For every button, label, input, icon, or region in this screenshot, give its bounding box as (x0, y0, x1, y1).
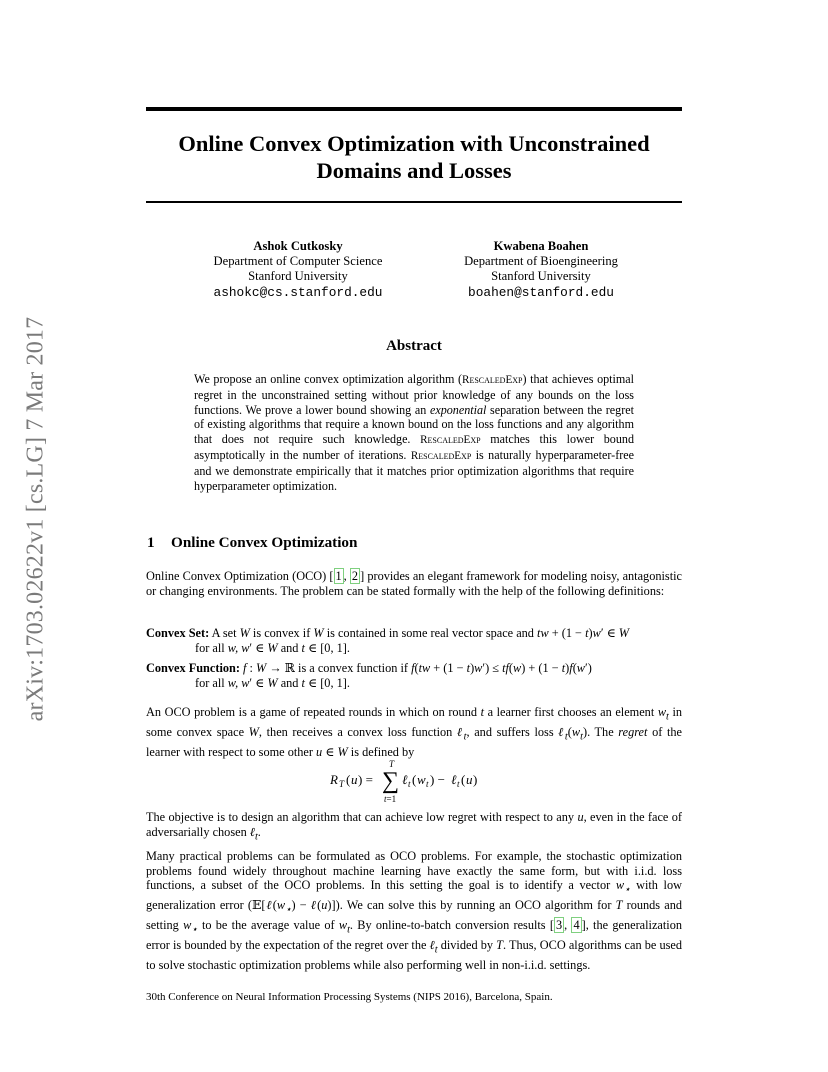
svg-text:u: u (466, 772, 473, 787)
svg-text:t: t (426, 779, 429, 789)
author-name: Kwabena Boahen (493, 239, 589, 253)
definition-label: Convex Set: (146, 626, 210, 640)
svg-text:(: ( (461, 772, 466, 787)
algo-name: RescaledExp (420, 434, 481, 447)
svg-text:ℓ: ℓ (402, 772, 408, 787)
svg-text:R: R (330, 772, 338, 787)
svg-text:): ) (473, 772, 478, 787)
arxiv-sidebar (0, 0, 60, 1072)
citation-link[interactable]: 4 (573, 918, 580, 933)
regret-equation (330, 758, 500, 804)
svg-text:) =: ) = (358, 772, 373, 787)
section-heading (147, 534, 357, 552)
svg-text:(: ( (412, 772, 417, 787)
author-email[interactable]: ashokc@cs.stanford.edu (213, 284, 383, 300)
svg-text:t: t (408, 779, 411, 789)
paper-title: Online Convex Optimization with Unconstrained Domains and Losses (178, 131, 650, 183)
svg-text:t: t (457, 779, 460, 789)
citation-link[interactable]: 3 (555, 918, 563, 933)
svg-text:t=1: t=1 (384, 794, 397, 804)
conference-footnote: 30th Conference on Neural Information Processing Systems (NIPS 2016), Barcelona, Spain. (146, 991, 553, 1003)
citation-link[interactable]: 1 (335, 569, 342, 583)
author-email[interactable]: boahen@stanford.edu (468, 284, 614, 300)
paragraph-oco-game: An OCO problem is a game of repeated rounds in which on round t a learner first chooses an element $w_t$ in some convex space W, then receives a convex loss function ℓ$_t$, and suffers loss $\ell_t(w_t)$. The regret of the learner with respect to some other u ∈ W is defined by (146, 705, 683, 760)
author-1 (168, 239, 428, 300)
definition-convex-function: Convex Function: f : W → ℝ is a convex function if f(tw + (1 − t)w′) ≤ tf(w) + (1 − t)f(w′) for all w, w′ ∈ W and t ∈ [0, 1]. (146, 661, 592, 690)
citation-link[interactable]: 2 (351, 569, 359, 583)
abstract-text: We propose an online convex optimization algorithm (RescaledExp) that achieves optimal regret in the unconstrained setting without prior knowledge of any bounds on the loss functions. We prove a lower bound showing an exponential separation between the regret of existing algorithms that require a known bound on the loss functions and any algorithm that does not require such knowledge. RescaledExp matches this lower bound asymptotically in the number of iterations. RescaledExp is naturally hyperparameter-free and we demonstrate empirically that it matches prior optimization algorithms that require hyperparameter optimization. (194, 372, 635, 493)
paragraph-stochastic: Many practical problems can be formulated as OCO problems. For example, the stochastic optimization problems found widely throughout machine learning have exactly the same form, but with i.i.d. loss functions, a subset of the OCO problems. In this setting the goal is to identify a vector $w_⋆$ with low generalization error ($𝔼[\ell(w_⋆)$ − ℓ(u)]). We can solve this by running an OCO algorithm for T rounds and setting $w_⋆$ to be the average value of $w_t$. By online-to-batch conversion results [ 3 , 4 ], the generalization error is bounded by the expectation of the regret over the ℓ$_t$ divided by T. Thus, OCO algorithms can be used to solve stochastic optimization problems while also performing well in non-i.i.d. settings. (146, 849, 683, 973)
title-top-rule (146, 107, 682, 111)
svg-text:∑: ∑ (382, 768, 400, 794)
author-university: Stanford University (491, 269, 591, 284)
algo-name: RescaledExp (462, 374, 523, 386)
svg-text:) −: ) − (430, 772, 445, 787)
author-name: Ashok Cutkosky (253, 239, 343, 253)
author-department: Department of Bioengineering (464, 254, 618, 269)
svg-text:u: u (351, 772, 358, 787)
author-department: Department of Computer Science (213, 254, 383, 269)
svg-text:T: T (389, 759, 395, 769)
algo-name: RescaledExp (410, 449, 472, 462)
section-number: 1 (147, 534, 155, 551)
paragraph-objective: The objective is to design an algorithm that can achieve low regret with respect to any u, even in the face of adversarially chosen ℓ$_t$. (146, 810, 682, 843)
section-title: Online Convex Optimization (171, 534, 358, 551)
definition-label: Convex Function: (146, 661, 240, 675)
abstract-heading: Abstract (386, 338, 442, 354)
svg-text:w: w (417, 772, 426, 787)
author-2 (411, 239, 671, 300)
svg-text:ℓ: ℓ (451, 772, 457, 787)
svg-text:(: ( (346, 772, 351, 787)
arxiv-identifier: arXiv:1703.02622v1 [cs.LG] 7 Mar 2017 (22, 316, 49, 722)
author-university: Stanford University (248, 269, 348, 284)
svg-text:T: T (339, 779, 345, 789)
title-bottom-rule (146, 201, 682, 203)
paragraph-intro: Online Convex Optimization (OCO) [ 1 , 2 ] provides an elegant framework for modeling noisy, antagonistic or changing environments. The problem can be stated formally with the help of the following definitions: (146, 569, 682, 598)
definition-convex-set: Convex Set: A set W is convex if W is contained in some real vector space and tw + (1 − t)w′ ∈ W for all w, w′ ∈ W and t ∈ [0, 1]. (146, 626, 630, 655)
